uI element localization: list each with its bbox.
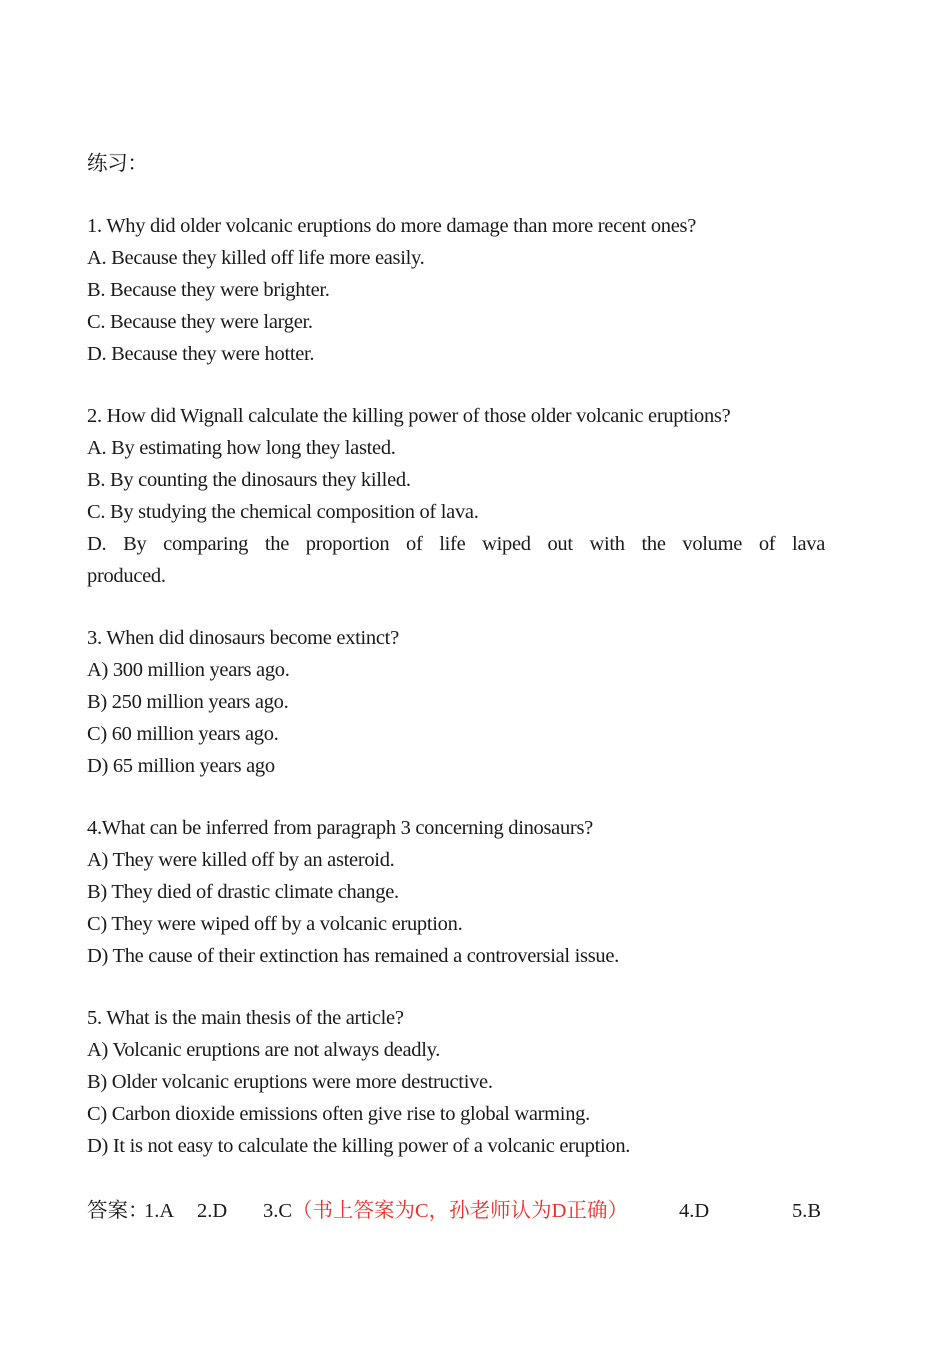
answer-2: 2.D <box>197 1200 228 1222</box>
option-a: A. Because they killed off life more easily. <box>87 247 425 269</box>
answer-5: 5.B <box>792 1200 822 1222</box>
question-stem: 3. When did dinosaurs become extinct? <box>87 627 399 649</box>
option-d: D. By comparing the proportion of life wiped out with the volume of lava <box>87 533 825 555</box>
question-5 <box>87 1002 825 1162</box>
option-d: D) 65 million years ago <box>87 755 275 777</box>
option-b: B) They died of drastic climate change. <box>87 881 399 903</box>
option-b: B) Older volcanic eruptions were more destructive. <box>87 1071 493 1093</box>
question-stem: 4.What can be inferred from paragraph 3 concerning dinosaurs? <box>87 817 593 839</box>
option-a: A. By estimating how long they lasted. <box>87 437 396 459</box>
option-a: A) They were killed off by an asteroid. <box>87 849 395 871</box>
question-1 <box>87 210 825 370</box>
option-a: A) 300 million years ago. <box>87 659 290 681</box>
exercise-page <box>87 148 825 1227</box>
answer-4: 4.D <box>679 1200 710 1222</box>
option-c: C) Carbon dioxide emissions often give rise to global warming. <box>87 1103 590 1125</box>
option-b: B. By counting the dinosaurs they killed. <box>87 469 411 491</box>
option-c: C) 60 million years ago. <box>87 723 279 745</box>
answer-3: 3.C <box>263 1200 293 1222</box>
exercise-heading: 练习： <box>87 153 148 175</box>
question-2 <box>87 400 825 592</box>
answer-key <box>87 1195 825 1227</box>
option-c: C. By studying the chemical composition of lava. <box>87 501 479 523</box>
option-a: A) Volcanic eruptions are not always deadly. <box>87 1039 441 1061</box>
option-b: B) 250 million years ago. <box>87 691 289 713</box>
option-b: B. Because they were brighter. <box>87 279 330 301</box>
question-stem: 5. What is the main thesis of the article? <box>87 1007 404 1029</box>
question-3 <box>87 622 825 782</box>
option-d: D. Because they were hotter. <box>87 343 315 365</box>
option-c: C) They were wiped off by a volcanic eruption. <box>87 913 463 935</box>
question-4 <box>87 812 825 972</box>
option-d: D) The cause of their extinction has remained a controversial issue. <box>87 945 619 967</box>
option-c: C. Because they were larger. <box>87 311 313 333</box>
option-d: D) It is not easy to calculate the killing power of a volcanic eruption. <box>87 1135 631 1157</box>
option-d-continuation: produced. <box>87 565 166 587</box>
question-stem: 1. Why did older volcanic eruptions do more damage than more recent ones? <box>87 215 697 237</box>
question-stem: 2. How did Wignall calculate the killing power of those older volcanic eruptions? <box>87 405 731 427</box>
answer-label: 答案： <box>87 1200 149 1222</box>
answer-3-note: （书上答案为C，孙老师认为D正确） <box>292 1200 628 1222</box>
answer-1: 1.A <box>144 1200 175 1222</box>
